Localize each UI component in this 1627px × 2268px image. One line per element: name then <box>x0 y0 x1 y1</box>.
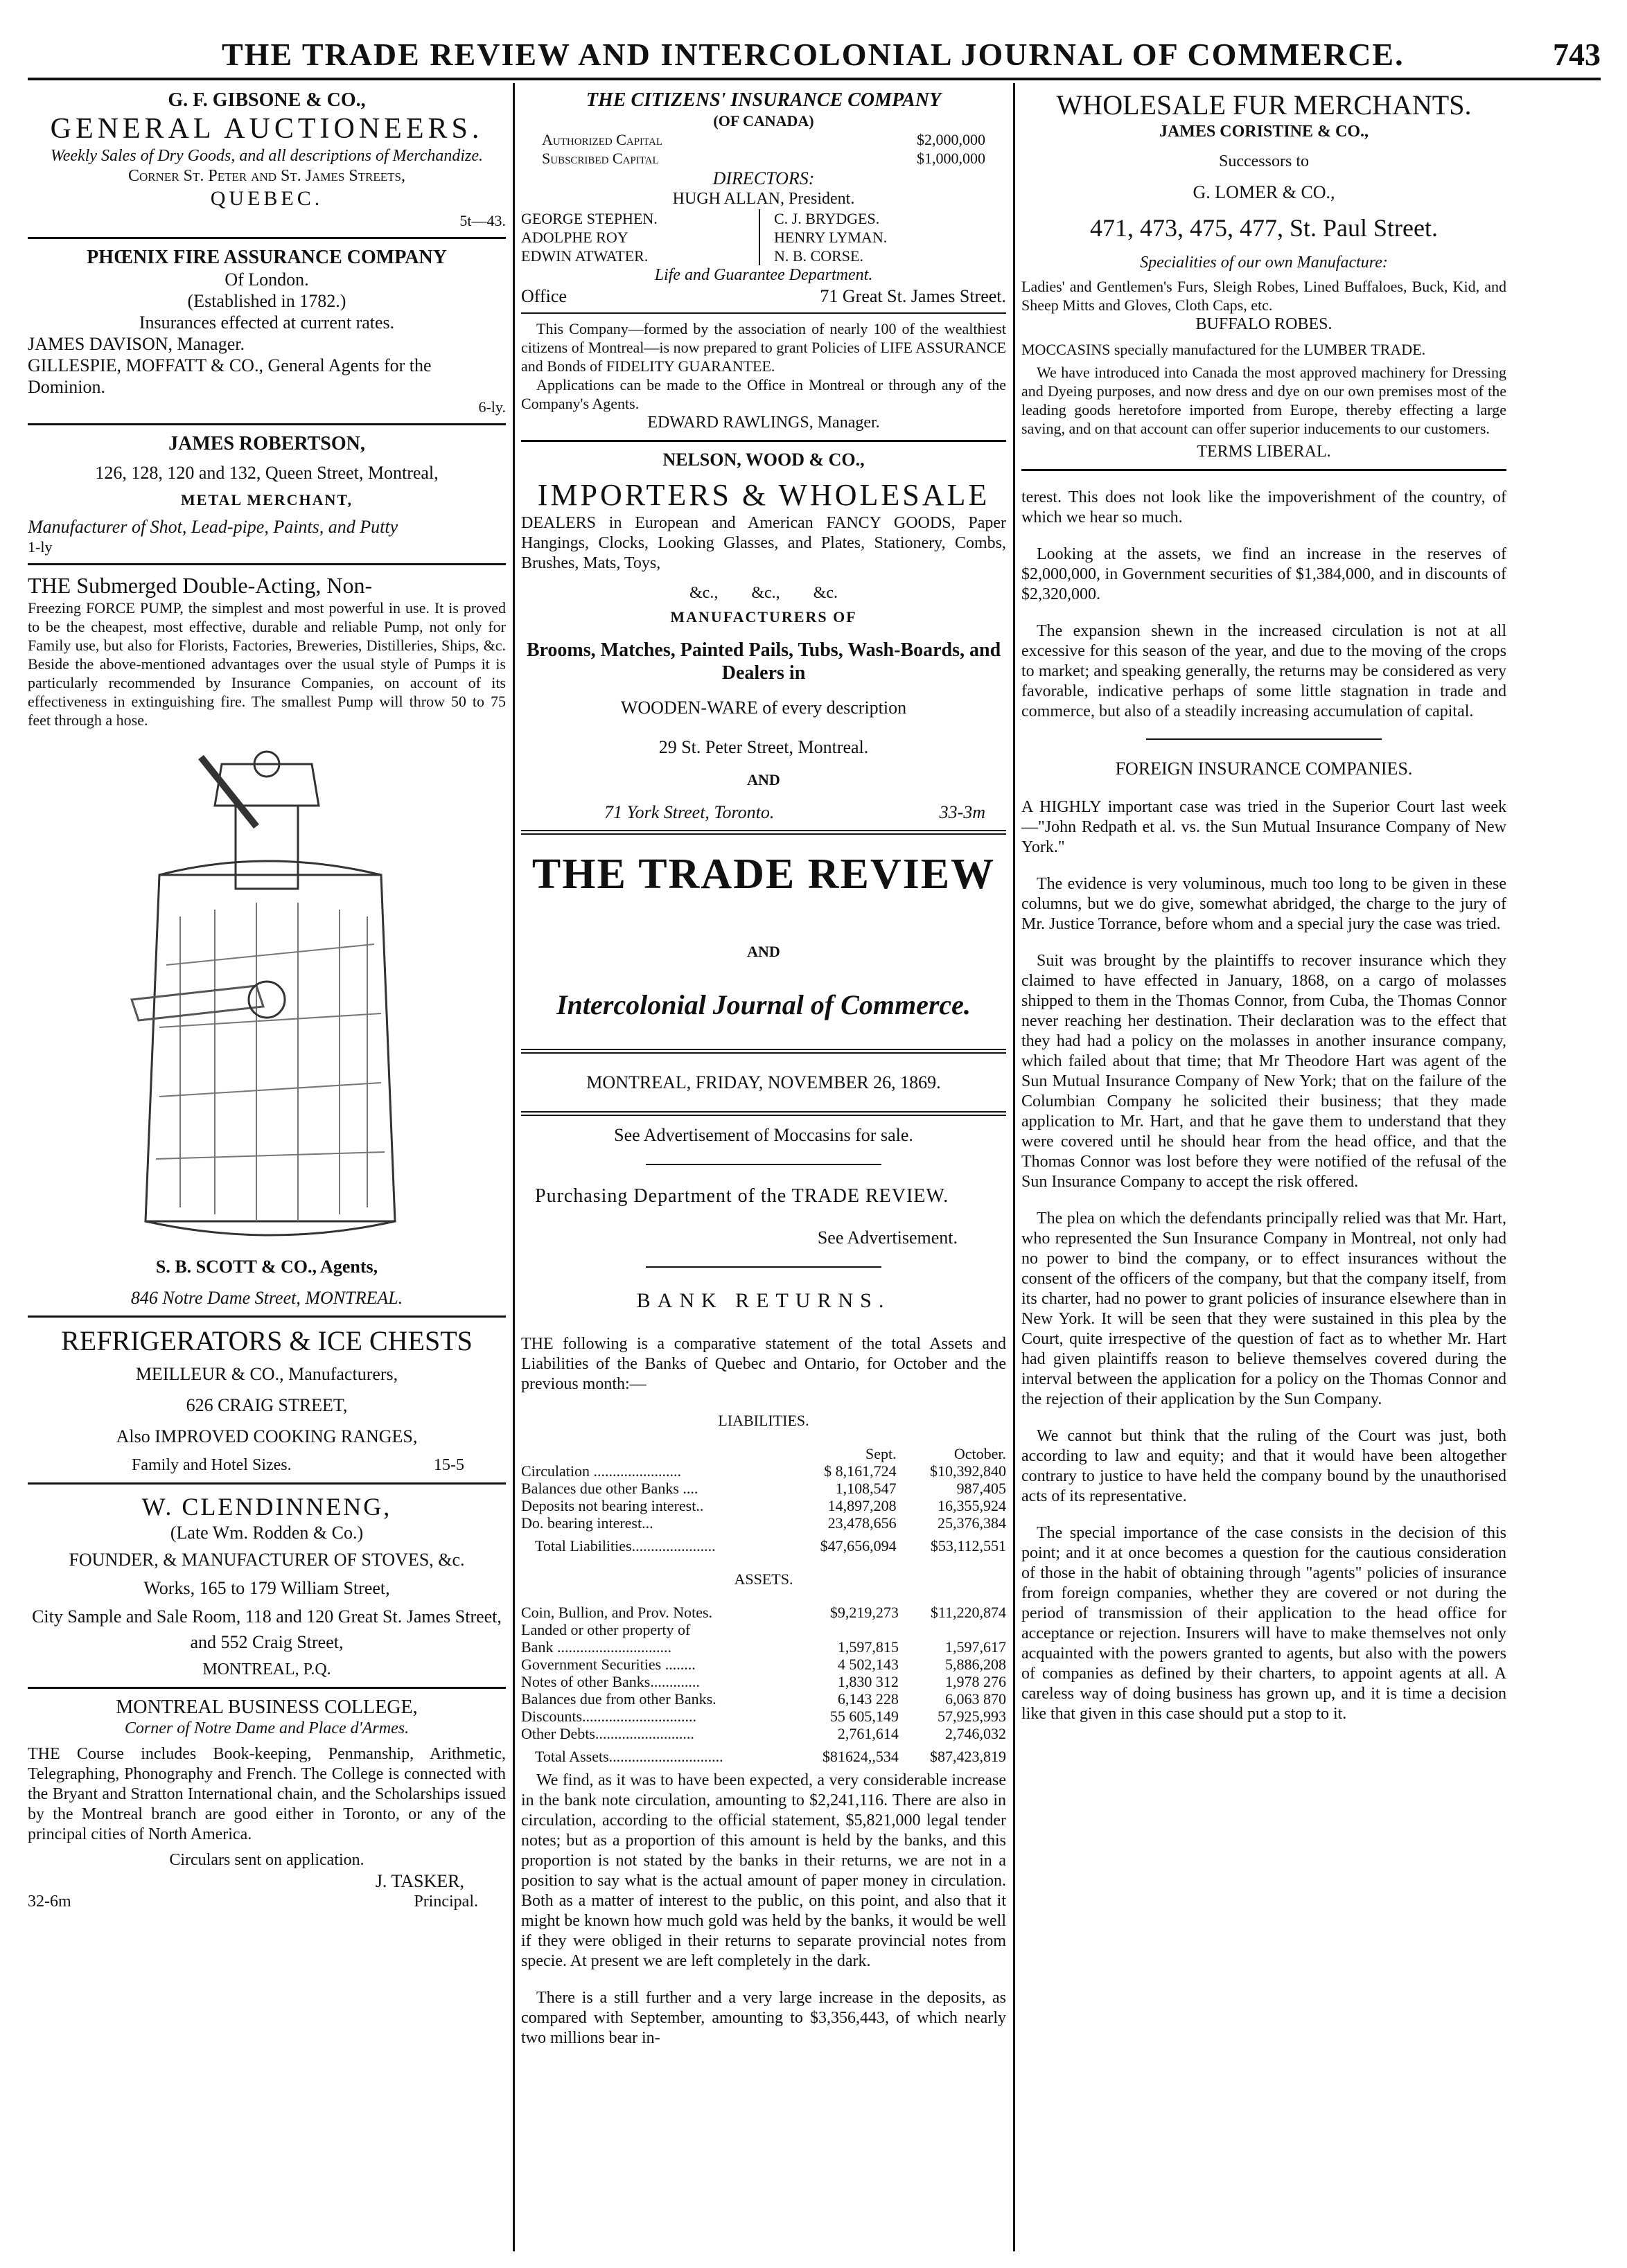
head-rule <box>28 78 1601 80</box>
divider <box>28 423 506 425</box>
ad-previous: G. LOMER & CO., <box>1193 182 1335 202</box>
ad-headline: THE Submerged Double-Acting, Non- <box>28 573 373 598</box>
divider <box>521 312 1006 314</box>
ad-of: (OF CANADA) <box>713 112 814 130</box>
column-2 <box>521 89 1006 2243</box>
director: ADOLPHE ROY <box>521 229 628 246</box>
article-intro: THE following is a comparative statement of the total Assets and Liabilities of the Banks of Quebec and Ontario, for October and the previous month:— <box>521 1335 1006 1393</box>
col-oct: October. <box>953 1445 1006 1462</box>
table-total-row: Total Liabilities...................... $47,656,094 $53,112,551 <box>535 1537 1006 1554</box>
divider <box>646 1164 881 1165</box>
divider <box>28 563 506 565</box>
masthead <box>521 850 1006 1116</box>
table-row: Discounts.............................. 55 605,149 57,925,993 <box>521 1708 1006 1725</box>
subscribed-capital-label: Subscribed Capital <box>542 150 659 167</box>
notice-see: See Advertisement. <box>817 1228 958 1248</box>
ad-agents: S. B. SCOTT & CO., Agents, <box>155 1257 378 1277</box>
directors-head: DIRECTORS: <box>712 168 815 188</box>
ad-works: Works, 165 to 179 William Street, <box>143 1578 390 1598</box>
ad-name: G. F. GIBSONE & CO., <box>168 89 366 111</box>
ad-trade: METAL MERCHANT, <box>181 491 353 508</box>
divider <box>28 1687 506 1689</box>
ad-name: THE CITIZENS' INSURANCE COMPANY <box>586 89 942 111</box>
ad-fur-merchants <box>1021 89 1506 462</box>
ad-city: QUEBEC. <box>210 187 324 210</box>
ad-name: JAMES CORISTINE & CO., <box>1159 123 1369 141</box>
ad-buffalo: BUFFALO ROBES. <box>1195 315 1333 333</box>
ad-moccasins: MOCCASINS specially manufactured for the LUMBER TRADE. <box>1021 341 1426 358</box>
ad-name: NELSON, WOOD & CO., <box>662 450 865 470</box>
ad-corner: Corner of Notre Dame and Place d'Armes. <box>124 1719 410 1737</box>
ad-body: We have introduced into Canada the most approved machinery for Dressing and Dyeing purposes, and now dress and dye on our own premises most of the leading goods heretofore imported from Europe, thereby effecting a large saving, and on that account can offer superior inducements to our customers. <box>1021 364 1506 437</box>
journal-title: THE TRADE REVIEW AND INTERCOLONIAL JOURNAL OF COMMERCE. <box>222 37 1405 72</box>
article-paragraph: The special importance of the case consists in the decision of this point; and it at once becomes a question for the cautious consideration of those in the habit of obtaining through "agents" policies of insurance from foreign companies, whether they are covered or not during the period of transmission of their application to the head office for acceptance or rejection. Insurers will have to make themselves not only acquainted with the powers granted to agents, but also with the powers of companies as defined by their charters, to appoint agents at all. A careless way of doing business has grown up, and it is time a decision like that given in this case should put a stop to it. <box>1021 1524 1506 1723</box>
ad-manager: JAMES DAVISON, Manager. <box>28 334 245 354</box>
ad-refrigerators <box>28 1325 506 1476</box>
ad-body: This Company—formed by the association of nearly 100 of the wealthiest citizens of Montreal—is now prepared to grant Policies of LIFE ASSURANCE and Bonds of FIDELITY GUARANTEE. <box>521 320 1006 375</box>
ad-signer: J. TASKER, <box>375 1871 464 1891</box>
director: GEORGE STEPHEN. <box>521 210 658 227</box>
divider <box>28 1482 506 1485</box>
president: HUGH ALLAN, President. <box>672 190 855 208</box>
article-paragraph: There is a still further and a very large increase in the deposits, as compared with September, amounting to $3,356,443, of which nearly two millions bear in- <box>521 1989 1006 2047</box>
ad-ref: 33-3m <box>939 802 985 822</box>
table-row: Deposits not bearing interest.. 14,897,208 16,355,924 <box>521 1497 1006 1514</box>
article-foreign-insurance <box>1021 758 1506 1724</box>
divider <box>28 237 506 239</box>
divider <box>28 1315 506 1318</box>
divider <box>521 1111 1006 1116</box>
ad-sub: Weekly Sales of Dry Goods, and all descriptions of Merchandize. <box>50 147 484 165</box>
ad-and: AND <box>747 771 780 788</box>
subscribed-capital-value: $1,000,000 <box>917 150 985 167</box>
ad-sample-room: City Sample and Sale Room, 118 and 120 Great St. James Street, <box>32 1606 502 1627</box>
life-department: Life and Guarantee Department. <box>654 266 873 284</box>
divider <box>1146 738 1382 740</box>
ad-address: 126, 128, 120 and 132, Queen Street, Montreal, <box>95 463 439 483</box>
article-paragraph: We find, as it was to have been expected, a very considerable increase in the bank note circulation, amounting to $2,241,116. There are also in circulation, according to the official statement, $5,821,000 legal tender notes; but as a proportion of this amount is held by the banks, and this proportion is not stated by the banks in their returns, we are not in a position to say what is the actual amount of paper money in circulation. Both as a matter of interest to the public, on this point, and also that it might be known how much gold was held by the banks, it would be well if they were obliged in their returns to separate provincial notes from specie. At present we are left completely in the dark. <box>521 1771 1006 1970</box>
ad-name: W. CLENDINNENG, <box>141 1493 392 1521</box>
table-row: Bank .............................. 1,597,815 1,597,617 <box>521 1638 1006 1656</box>
ad-nelson-wood <box>521 449 1006 823</box>
table-row: Do. bearing interest... 23,478,656 25,376,384 <box>521 1514 1006 1532</box>
ad-gibsone <box>28 89 506 230</box>
ad-ref: 6-ly. <box>478 398 506 416</box>
ad-address: Corner St. Peter and St. James Streets, <box>127 167 405 185</box>
ad-of: Of London. <box>225 269 309 290</box>
page-number: 743 <box>1553 37 1601 72</box>
article-paragraph: A HIGHLY important case was tried in the Superior Court last week—"John Redpath et al. vs. the Sun Mutual Insurance Company of New York." <box>1021 798 1506 856</box>
divider <box>521 1049 1006 1054</box>
table-header <box>521 1445 1006 1462</box>
ad-sizes: Family and Hotel Sizes. <box>132 1456 292 1474</box>
ad-agents: GILLESPIE, MOFFATT & CO., General Agents for the Dominion. <box>28 355 432 397</box>
ad-body: DEALERS in European and American FANCY GOODS, Paper Hangings, Clocks, Looking Glasses, and Plates, Stationery, Combs, Brushes, Mats, Toys, <box>521 514 1006 572</box>
ad-business-college <box>28 1696 506 1912</box>
article-head: FOREIGN INSURANCE COMPANIES. <box>1115 759 1413 779</box>
table-row: Government Securities ........ 4 502,143 5,886,208 <box>521 1656 1006 1673</box>
divider <box>1021 469 1506 471</box>
liabilities-table <box>521 1445 1006 1554</box>
article-paragraph: Looking at the assets, we find an increase in the reserves of $2,000,000, in Government securities of $1,384,000, and in discounts of $2,320,000. <box>1021 545 1506 603</box>
ad-craig: and 552 Craig Street, <box>190 1632 344 1652</box>
ad-manufacturer: Manufacturer of Shot, Lead-pipe, Paints, and Putty <box>28 517 398 537</box>
ad-etc: &c., &c., &c. <box>689 584 838 602</box>
office-label: Office <box>521 286 567 306</box>
director: C. J. BRYDGES. <box>774 210 880 227</box>
table-total-row: Total Assets.............................. $81624,,534 $87,423,819 <box>535 1748 1006 1765</box>
running-head <box>28 36 1601 78</box>
assets-table <box>521 1604 1006 1765</box>
ad-terms: TERMS LIBERAL. <box>1197 443 1331 461</box>
ad-body: Freezing FORCE PUMP, the simplest and most powerful in use. It is proved to be the cheapest, most effective, durable and reliable Pump, not only for Family use, but also for Florists, Factories, Breweries, Distilleries, Ships, &c. Beside the above-mentioned advantages over the usual style of Pumps it is particularly recommended by Insurance Companies, on account of its effectiveness in extinguishing fire. The smallest Pump will throw 50 to 75 feet through a hose. <box>28 599 506 729</box>
ad-successors: Successors to <box>1219 152 1309 170</box>
ad-manufacturers: MANUFACTURERS OF <box>670 608 857 626</box>
table-row: Balances due other Banks .... 1,108,547 987,405 <box>521 1480 1006 1497</box>
masthead-subtitle: Intercolonial Journal of Commerce. <box>556 989 971 1020</box>
ad-ref: 1-ly <box>28 538 53 556</box>
ad-address: 471, 473, 475, 477, St. Paul Street. <box>1090 214 1438 242</box>
notice-purchasing: Purchasing Department of the TRADE REVIEW. <box>535 1185 949 1207</box>
ad-body: THE Course includes Book-keeping, Penmanship, Arithmetic, Telegraphing, Phonography and French. The College is connected with the Bryant and Stratton International chain, and the Scholarships issued by the Montreal branch are good either in Toronto, or any of the principal cities of North America. <box>28 1745 506 1843</box>
ad-role: Principal. <box>414 1893 478 1911</box>
article-bank-returns <box>521 1288 1006 2048</box>
ad-address-montreal: 29 St. Peter Street, Montreal. <box>658 737 869 757</box>
ad-late: (Late Wm. Rodden & Co.) <box>170 1523 364 1543</box>
ad-circulars: Circulars sent on application. <box>169 1851 364 1869</box>
ad-phoenix <box>28 246 506 416</box>
ad-title: WHOLESALE FUR MERCHANTS. <box>1056 89 1472 121</box>
column-rule-1 <box>513 83 515 2251</box>
ad-manager: EDWARD RAWLINGS, Manager. <box>647 414 880 432</box>
ad-title: GENERAL AUCTIONEERS. <box>50 113 484 145</box>
article-paragraph: The plea on which the defendants principally relied was that Mr. Hart, who represented the Sun Insurance Company in Montreal, not only had no power to bind the company, or to effect insurances without the consent of the officers of the company, but that the company itself, from its charter, had no power to grant policies of insurance elsewhere than in New York. It will be seen that they were sustained in this plea by the Court, quite irrespective of the question of fact as to whether Mr. Hart had given plaintiffs reason to believe themselves covered during the interval between the application for a policy on the Thomas Connor and the rejection of their application by the Sun Company. <box>1021 1210 1506 1408</box>
table-row: Coin, Bullion, and Prov. Notes. $9,219,273 $11,220,874 <box>521 1604 1006 1621</box>
directors-left <box>521 209 760 265</box>
table-row: Balances due from other Banks. 6,143 228 6,063 870 <box>521 1690 1006 1708</box>
director: HENRY LYMAN. <box>774 229 888 246</box>
authorized-capital-label: Authorized Capital <box>542 131 663 148</box>
ad-robertson <box>28 432 506 556</box>
divider <box>521 830 1006 835</box>
column-3 <box>1021 89 1506 2243</box>
director: EDWIN ATWATER. <box>521 247 649 265</box>
column-1 <box>28 89 506 2243</box>
pump-illustration-icon <box>118 736 416 1249</box>
article-paragraph: Suit was brought by the plaintiffs to recover insurance which they claimed to have effected in January, 1868, on a cargo of molasses shipped to them in the Thomas Connor, from Cuba, the Thomas Connor never reaching her destination. Their declaration was to the effect that they had had a policy on the molasses in another insurance company, which failed about that time; that Mr Theodore Hart was agent of the Sun Mutual Insurance Company of New York; that on the failure of the Columbian Company he solicited their business; that they made application to Mr. Hart, and that he gave them to understand that they were covered until he should hear from the head office, and that the Thomas Connor was lost before they were notified of the refusal of the Sun Insurance Company to accept the risk offered. <box>1021 952 1506 1191</box>
ad-apply: Applications can be made to the Office in Montreal or through any of the Company's Agents. <box>521 376 1006 412</box>
ad-manufacturer: MEILLEUR & CO., Manufacturers, <box>135 1364 398 1384</box>
masthead-title: THE TRADE REVIEW <box>531 851 996 898</box>
notice-moccasins: See Advertisement of Moccasins for sale. <box>614 1125 913 1145</box>
article-paragraph: The expansion shewn in the increased circulation is not at all excessive for this season of the year, and due to the moving of the crops to market; and speaking generally, the returns may be considered as very favorable, indicative perhaps of some little stagnation in trade and commerce, but also of a steadily increasing accumulation of capital. <box>1021 622 1506 720</box>
divider <box>521 440 1006 442</box>
ad-ref: 15-5 <box>434 1456 464 1474</box>
ad-items: Ladies' and Gentlemen's Furs, Sleigh Robes, Lined Buffaloes, Buck, Kid, and Sheep Mitts and Gloves, Cloth Caps, etc. <box>1021 278 1506 314</box>
article-paragraph: We cannot but think that the ruling of the Court was just, both according to law and equity; and that it would have been altogether contrary to justice to have held the company bound by the unauthorised acts of its representative. <box>1021 1427 1506 1505</box>
ad-citizens-insurance <box>521 89 1006 433</box>
authorized-capital-value: $2,000,000 <box>917 131 985 148</box>
article-paragraph: terest. This does not look like the impoverishment of the country, of which we hear so much. <box>1021 488 1506 526</box>
office-address: 71 Great St. James Street. <box>820 286 1006 306</box>
ad-title: IMPORTERS & WHOLESALE <box>537 478 990 512</box>
article-head: BANK RETURNS. <box>636 1289 891 1312</box>
table-row: Landed or other property of <box>521 1621 691 1638</box>
article-paragraph: The evidence is very voluminous, much too long to be given in these columns, but we do give, somewhat abridged, the charge to the jury of Mr. Justice Torrance, before whom and a special jury the case was tried. <box>1021 875 1506 933</box>
column-rule-2 <box>1013 83 1015 2251</box>
ad-ware: WOODEN-WARE of every description <box>620 698 907 718</box>
masthead-and: AND <box>747 943 780 960</box>
dateline: MONTREAL, FRIDAY, NOVEMBER 26, 1869. <box>586 1072 941 1092</box>
table-row: Circulation ....................... $ 8,161,724 $10,392,840 <box>521 1462 1006 1480</box>
ad-goods: Brooms, Matches, Painted Pails, Tubs, Wash-Boards, and Dealers in <box>526 639 1001 684</box>
ad-address-toronto: 71 York Street, Toronto. <box>604 802 775 822</box>
ad-title: REFRIGERATORS & ICE CHESTS <box>61 1325 473 1356</box>
director: N. B. CORSE. <box>774 247 863 265</box>
article-continuation <box>1021 488 1506 722</box>
table-row: Other Debts.......................... 2,761,614 2,746,032 <box>521 1725 1006 1742</box>
liabilities-head: LIABILITIES. <box>718 1412 809 1429</box>
ad-trade: FOUNDER, & MANUFACTURER OF STOVES, &c. <box>69 1550 465 1570</box>
ad-clendinneng <box>28 1491 506 1680</box>
ad-force-pump <box>28 572 506 1309</box>
ad-address: 846 Notre Dame Street, MONTREAL. <box>130 1288 403 1308</box>
assets-head: ASSETS. <box>734 1570 793 1588</box>
ad-address: 626 CRAIG STREET, <box>186 1395 348 1415</box>
table-row: Notes of other Banks............. 1,830 312 1,978 276 <box>521 1673 1006 1690</box>
divider <box>646 1266 881 1268</box>
ad-name: PHŒNIX FIRE ASSURANCE COMPANY <box>87 247 447 268</box>
ad-name: JAMES ROBERTSON, <box>168 433 365 454</box>
ad-city: MONTREAL, P.Q. <box>202 1660 331 1678</box>
ad-ref: 5t—43. <box>459 212 506 229</box>
ad-name: MONTREAL BUSINESS COLLEGE, <box>116 1696 418 1718</box>
ad-specialities: Specialities of our own Manufacture: <box>1140 254 1388 272</box>
ad-also: Also IMPROVED COOKING RANGES, <box>116 1426 418 1446</box>
ad-insurances: Insurances effected at current rates. <box>139 312 395 333</box>
col-sept: Sept. <box>865 1445 897 1462</box>
ad-ref: 32-6m <box>28 1893 71 1911</box>
ad-established: (Established in 1782.) <box>187 291 346 311</box>
directors-right <box>760 209 1006 265</box>
